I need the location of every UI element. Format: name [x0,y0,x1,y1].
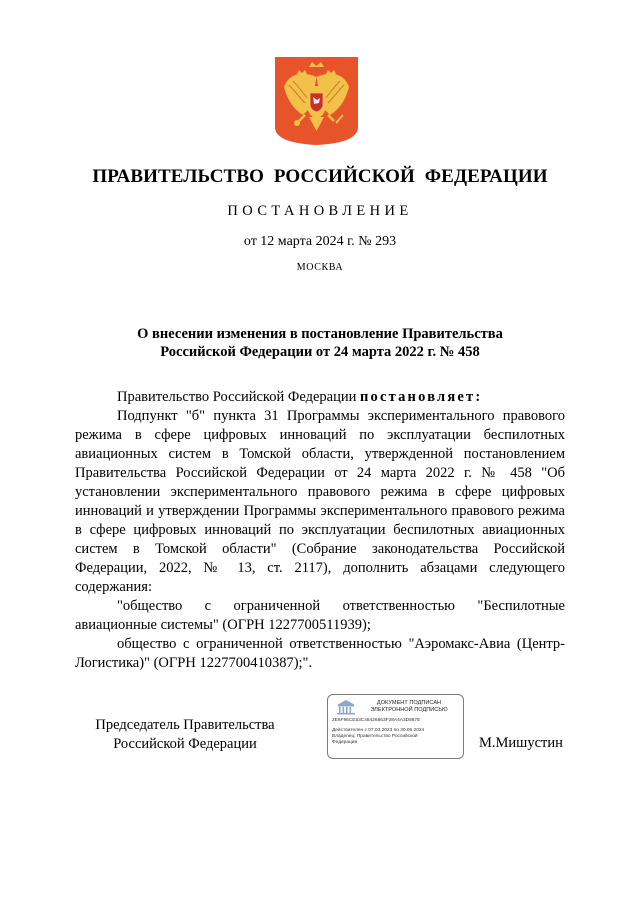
position-line-2: Российской Федерации [113,736,257,752]
intro-paragraph [75,388,565,407]
document-body [75,388,565,673]
stamp-owner-line-1: Владелец: Правительство Российской [332,734,418,739]
intro-action: постановляет: [359,389,483,405]
stamp-certificate: 2E6F96CE53C46426863F38A4A3D867E [332,718,421,723]
document-type: ПОСТАНОВЛЕНИЕ [227,203,413,219]
stamp-owner-line-2: Федерации [332,740,358,745]
organization-title: ПРАВИТЕЛЬСТВО РОССИЙСКОЙ ФЕДЕРАЦИИ [92,166,548,187]
subject-line-1: О внесении изменения в постановление Правительства [137,326,503,342]
stamp-title-line-2: ЭЛЕКТРОННОЙ ПОДПИСЬЮ [370,707,448,713]
paragraph-2: "общество с ограниченной ответственностью "Беспилотные авиационные системы" (ОГРН 1227700511939); [75,598,565,633]
signatory-position [95,716,275,754]
document-city: МОСКВА [296,262,344,273]
stamp-title-line-1: ДОКУМЕНТ ПОДПИСАН [376,700,442,706]
paragraph-3: общество с ограниченной ответственностью "Аэромакс-Авиа (Центр-Логистика)" (ОГРН 1227700410387);". [75,636,565,671]
subject-line-2: Российской Федерации от 24 марта 2022 г. № 458 [160,344,480,360]
document-date-number: от 12 марта 2024 г. № 293 [243,234,397,249]
coat-of-arms-icon [275,57,358,145]
paragraph-1: Подпункт "б" пункта 31 Программы экспериментального правового режима в сфере цифровых инноваций по эксплуатации беспилотных авиационных систем в Томской области, утвержденной постановлением Правительства Российской Федерации от 24 марта 2022 г. № 458 "Об установлении экспериментального правового режима в сфере цифровых инноваций и утверждении Программы экспериментального правового режима в сфере цифровых инноваций по эксплуатации беспилотных авиационных систем в Томской области" (Собрание законодательства Российской Федерации, 2022, № 13, ст. 2117), дополнить абзацами следующего содержания: [75,408,565,595]
digital-signature-stamp [327,694,464,759]
position-line-1: Председатель Правительства [95,717,275,733]
government-building-icon [335,699,357,715]
stamp-title [358,700,460,714]
stamp-validity: Действителен с 07.03.2023 по 30.05.2024 [332,728,425,733]
document-subject [0,325,640,361]
intro-text: Правительство Российской Федерации [117,389,357,405]
signatory-name: М.Мишустин [479,735,563,751]
